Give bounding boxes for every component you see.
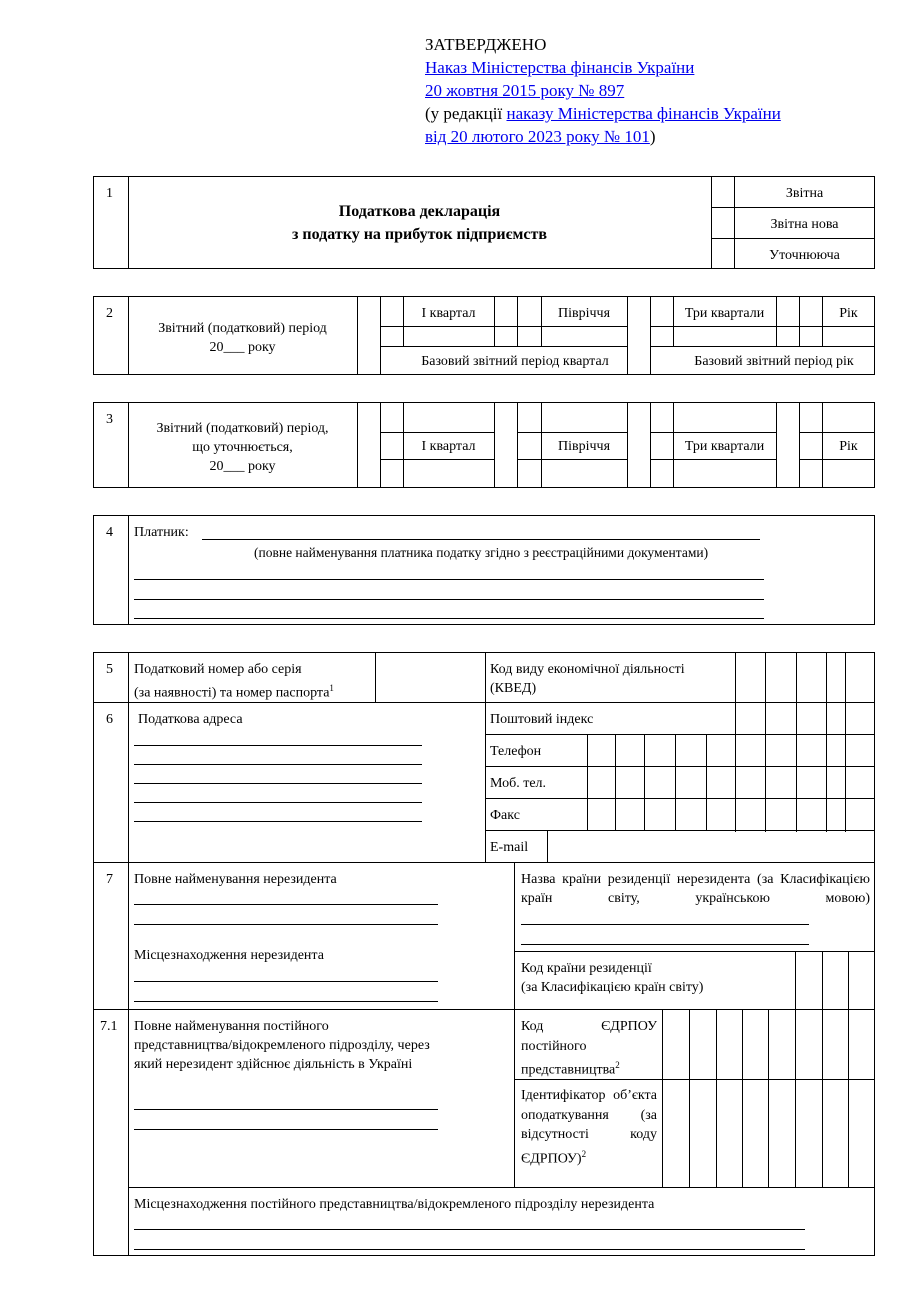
type-reporting-new: Звітна нова: [770, 217, 839, 232]
edrpou-label-text: Код ЄДРПОУ постійного представництва: [521, 1019, 657, 1078]
payer-name-line4[interactable]: [134, 618, 764, 619]
residence-country-line1[interactable]: [521, 924, 809, 925]
mobile-field[interactable]: [588, 767, 875, 798]
period-q1: І квартал: [421, 306, 476, 321]
form-title-line2: з податку на прибуток підприємств: [291, 226, 548, 243]
type-reporting: Звітна: [785, 186, 824, 201]
edition-prefix: (у редакції: [425, 104, 507, 123]
email-field[interactable]: [548, 831, 875, 862]
checkbox-clarifying[interactable]: [712, 239, 734, 268]
postal-code-field[interactable]: [736, 703, 875, 734]
section-4-number: 4: [106, 525, 113, 540]
nonresident-name-label: Повне найменування нерезидента: [134, 872, 337, 887]
address-line3[interactable]: [134, 783, 422, 784]
residence-country-name-label: Назва країни резиденції нерезидента (за Класифікацією країн світу, українською мовою): [521, 872, 870, 906]
type-clarifying: Уточнююча: [769, 248, 840, 263]
payer-name-line3[interactable]: [134, 599, 764, 600]
period-three-quarters: Три квартали: [684, 306, 765, 321]
order-link-line1[interactable]: Наказ Міністерства фінансів України: [425, 58, 695, 77]
nonresident-location-line2[interactable]: [134, 1001, 438, 1002]
edition-link-line1[interactable]: наказу Міністерства фінансів України: [506, 104, 781, 123]
checkbox-q1[interactable]: [381, 297, 403, 326]
payer-label: Платник:: [134, 525, 189, 540]
clarified-year: Рік: [839, 439, 858, 454]
form-title-line1: Податкова декларація: [338, 203, 501, 220]
tax-address-label: Податкова адреса: [138, 712, 243, 727]
clarified-period-line3: 20___ року: [209, 459, 276, 474]
clarified-period-line1: Звітний (податковий) період,: [156, 421, 329, 436]
kved-label-line1: Код виду економічної діяльності: [490, 662, 685, 677]
checkbox-reporting[interactable]: [712, 177, 734, 207]
checkbox-clarified-q1[interactable]: [381, 433, 403, 459]
edition-suffix: ): [649, 127, 656, 146]
section-6-number: 6: [106, 712, 113, 727]
edition-line2: [425, 125, 656, 148]
period-label-line1: Звітний (податковий) період: [158, 321, 327, 336]
section-7-1-number: 7.1: [100, 1019, 118, 1034]
address-line2[interactable]: [134, 764, 422, 765]
fax-field[interactable]: [588, 799, 875, 830]
residence-country-code-field[interactable]: [796, 952, 875, 1009]
representative-location-label: Місцезнаходження постійного представництва/відокремленого підрозділу нерезидента: [134, 1197, 655, 1212]
residence-country-line2[interactable]: [521, 944, 809, 945]
checkbox-reporting-new[interactable]: [712, 208, 734, 238]
nonresident-location-label: Місцезнаходження нерезидента: [134, 948, 324, 963]
address-line4[interactable]: [134, 802, 422, 803]
checkbox-base-year[interactable]: [651, 347, 673, 374]
representative-name-line1[interactable]: [134, 1109, 438, 1110]
tax-number-field[interactable]: [376, 653, 485, 702]
representative-name-label-line1: Повне найменування постійного: [134, 1019, 329, 1034]
period-year: Рік: [839, 306, 858, 321]
taxation-object-id-label-text: Ідентифікатор об’єкта оподаткування (за відсутності коду ЄДРПОУ): [521, 1088, 657, 1167]
nonresident-name-line1[interactable]: [134, 904, 438, 905]
checkbox-three-quarters[interactable]: [651, 297, 673, 326]
footnote-2: 2: [615, 1060, 620, 1070]
address-line5[interactable]: [134, 821, 422, 822]
address-line1[interactable]: [134, 745, 422, 746]
base-period-year: Базовий звітний період рік: [694, 354, 854, 369]
checkbox-base-quarter[interactable]: [381, 347, 403, 374]
checkbox-half-year[interactable]: [518, 297, 541, 326]
nonresident-location-line1[interactable]: [134, 981, 438, 982]
section-2-number: 2: [106, 306, 113, 321]
tax-number-label-line2: [134, 679, 334, 703]
footnote-2b: 2: [581, 1148, 587, 1159]
edition-line: [425, 102, 781, 125]
clarified-q1: І квартал: [421, 439, 476, 454]
residence-country-code-label-line1: Код країни резиденції: [521, 961, 652, 976]
phone-field[interactable]: [588, 735, 875, 766]
section-4: [93, 515, 875, 625]
payer-hint: (повне найменування платника податку згідно з реєстраційними документами): [254, 545, 709, 560]
section-5-number: 5: [106, 662, 113, 677]
taxation-object-id-field[interactable]: [663, 1080, 875, 1187]
order-link-line2[interactable]: 20 жовтня 2015 року № 897: [425, 81, 625, 100]
residence-country-code-label-line2: (за Класифікацією країн світу): [521, 980, 704, 995]
footnote-1: 1: [329, 683, 334, 693]
kved-field[interactable]: [736, 653, 875, 702]
edrpou-field[interactable]: [663, 1010, 875, 1079]
clarified-half-year: Півріччя: [557, 439, 611, 454]
payer-name-field[interactable]: [202, 539, 760, 540]
payer-name-line2[interactable]: [134, 579, 764, 580]
checkbox-clarified-year[interactable]: [800, 433, 822, 459]
taxation-object-id-label: [521, 1086, 657, 1169]
section-7-number: 7: [106, 872, 113, 887]
approved-label: ЗАТВЕРДЖЕНО: [425, 35, 547, 54]
base-period-quarter: Базовий звітний період квартал: [421, 354, 609, 369]
email-label: E-mail: [490, 840, 529, 855]
phone-label: Телефон: [490, 744, 542, 759]
checkbox-clarified-half-year[interactable]: [518, 433, 541, 459]
checkbox-clarified-three-quarters[interactable]: [651, 433, 673, 459]
representative-name-line2[interactable]: [134, 1129, 438, 1130]
period-label-line2: 20___ року: [209, 340, 276, 355]
section-3-number: 3: [106, 412, 113, 427]
representative-location-line1[interactable]: [134, 1229, 805, 1230]
kved-label-line2: (КВЕД): [490, 681, 537, 696]
representative-location-line2[interactable]: [134, 1249, 805, 1250]
clarified-three-quarters: Три квартали: [684, 439, 765, 454]
clarified-period-line2: що уточнюється,: [192, 440, 293, 455]
representative-name-label-line3: який нерезидент здійснює діяльність в Україні: [134, 1057, 413, 1072]
tax-number-label-text: (за наявності) та номер паспорта: [134, 685, 330, 701]
period-half-year: Півріччя: [557, 306, 611, 321]
edrpou-label: [521, 1017, 657, 1080]
postal-code-label: Поштовий індекс: [490, 712, 594, 727]
mobile-label: Моб. тел.: [490, 776, 547, 791]
edition-link-line2[interactable]: від 20 лютого 2023 року № 101: [425, 127, 650, 146]
tax-number-label-line1: Податковий номер або серія: [134, 662, 302, 677]
fax-label: Факс: [490, 808, 520, 823]
nonresident-name-line2[interactable]: [134, 924, 438, 925]
representative-name-label-line2: представництва/відокремленого підрозділу, через: [134, 1038, 430, 1053]
section-1-number: 1: [106, 186, 113, 201]
checkbox-year[interactable]: [800, 297, 822, 326]
